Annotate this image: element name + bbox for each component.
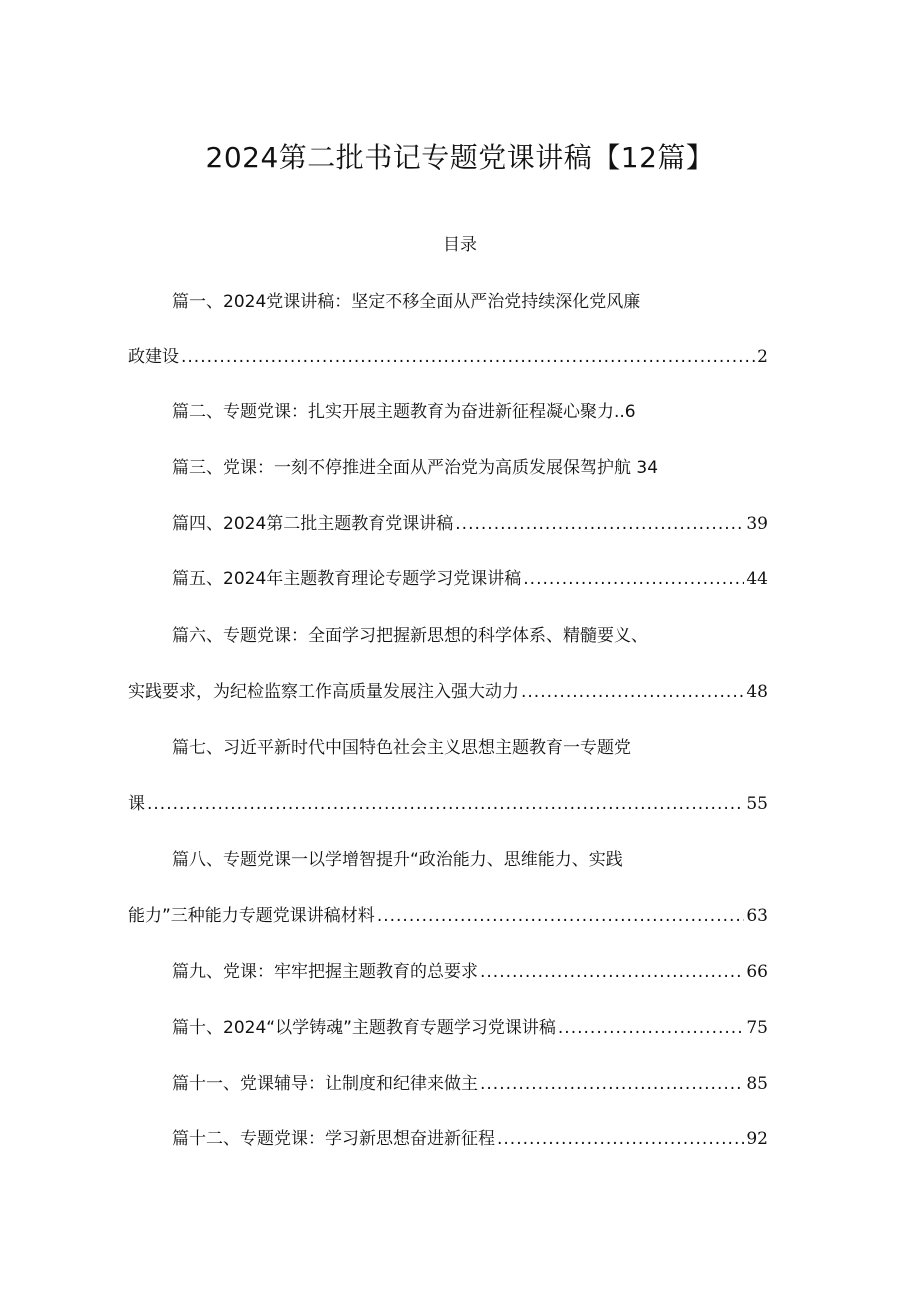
page-number: 63 [746, 906, 768, 926]
toc-entry-6-line2[interactable] [128, 680, 768, 704]
toc-entry-10[interactable] [172, 1016, 768, 1040]
leader-dots [377, 904, 745, 928]
toc-entry-label: 政建设 [128, 347, 179, 367]
toc-entry-label: 篇十、2024“以学铸魂”主题教育专题学习党课讲稿 [172, 1018, 556, 1038]
toc-entry-label: 篇十二、专题党课：学习新思想奋进新征程 [172, 1129, 495, 1149]
toc-entry-11[interactable] [172, 1072, 768, 1096]
toc-entry-label: 能力”三种能力专题党课讲稿材料 [128, 906, 375, 926]
toc-entry-12[interactable] [172, 1127, 768, 1151]
toc-entry-8-line2[interactable] [128, 904, 768, 928]
toc-entry-6-line1[interactable]: 篇六、专题党课：全面学习把握新思想的科学体系、精髓要义、 [172, 626, 648, 646]
leader-dots [455, 512, 744, 536]
page-number: 44 [746, 569, 768, 589]
leader-dots [497, 1127, 744, 1151]
page-number: 39 [746, 514, 768, 534]
leader-dots [147, 792, 744, 816]
toc-entry-label: 篇十一、党课辅导：让制度和纪律来做主 [172, 1074, 478, 1094]
page-number: 55 [746, 794, 768, 814]
toc-entry-5[interactable] [172, 567, 768, 591]
toc-entry-8-line1[interactable]: 篇八、专题党课一以学增智提升“政治能力、思维能力、实践 [172, 850, 623, 870]
document-title: 2024第二批书记专题党课讲稿【12篇】 [205, 141, 715, 174]
page-number: 48 [746, 682, 768, 702]
page-number: 85 [746, 1074, 768, 1094]
toc-entry-2[interactable]: 篇二、专题党课：扎实开展主题教育为奋进新征程凝心聚力..6 [172, 402, 636, 422]
toc-entry-9[interactable] [172, 960, 768, 984]
leader-dots [480, 960, 744, 984]
toc-entry-3[interactable]: 篇三、党课：一刻不停推进全面从严治党为高质发展保驾护航 34 [172, 458, 659, 478]
leader-dots [521, 680, 744, 704]
page-number: 2 [757, 347, 768, 367]
toc-entry-label: 篇九、党课：牢牢把握主题教育的总要求 [172, 962, 478, 982]
leader-dots [480, 1072, 744, 1096]
toc-entry-label: 篇四、2024第二批主题教育党课讲稿 [172, 514, 454, 534]
toc-entry-1-line2[interactable] [128, 345, 768, 369]
toc-entry-7-line2[interactable] [128, 792, 768, 816]
leader-dots [523, 567, 744, 591]
toc-entry-label: 课 [128, 794, 145, 814]
toc-entry-label: 实践要求，为纪检监察工作高质量发展注入强大动力 [128, 682, 519, 702]
page-number: 75 [746, 1018, 768, 1038]
toc-entry-label: 篇五、2024年主题教育理论专题学习党课讲稿 [172, 569, 522, 589]
page-number: 92 [746, 1129, 768, 1149]
page-number: 66 [746, 962, 768, 982]
toc-entry-4[interactable] [172, 512, 768, 536]
toc-entry-7-line1[interactable]: 篇七、习近平新时代中国特色社会主义思想主题教育一专题党 [172, 738, 631, 758]
leader-dots [558, 1016, 744, 1040]
toc-heading: 目录 [443, 235, 477, 255]
toc-entry-1-line1[interactable]: 篇一、2024党课讲稿：坚定不移全面从严治党持续深化党风廉 [172, 292, 641, 312]
leader-dots [181, 345, 755, 369]
